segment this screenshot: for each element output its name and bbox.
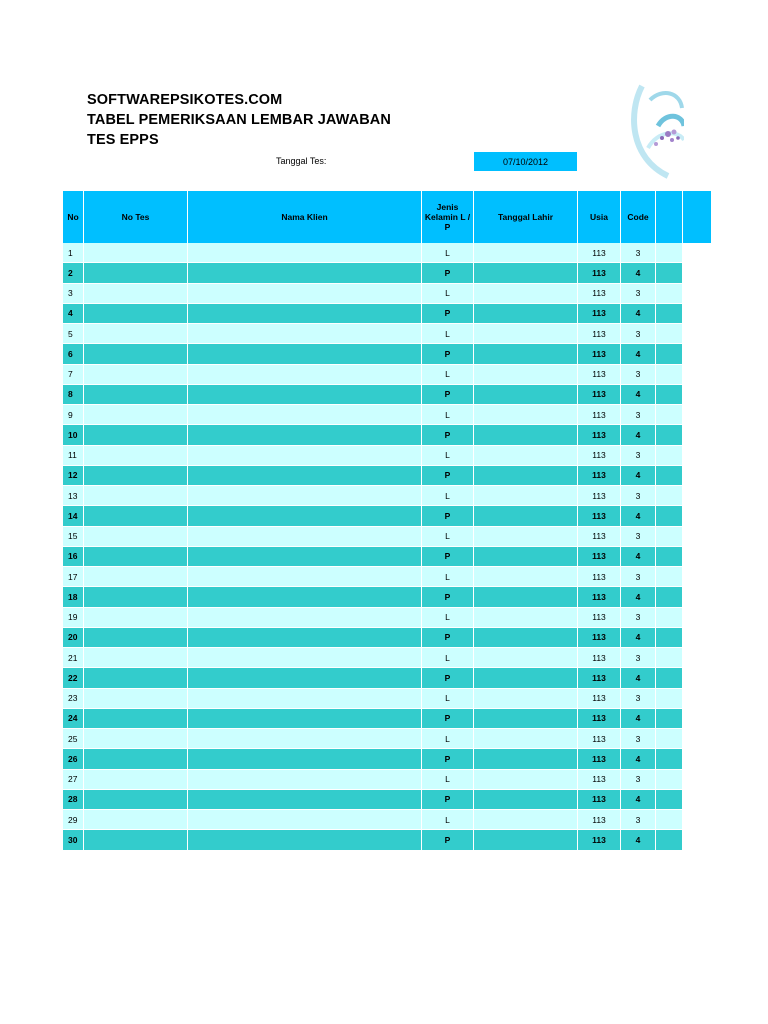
cell-jenis-kelamin[interactable]: L — [422, 567, 474, 587]
table-row — [63, 385, 683, 405]
cell-tanggal-lahir[interactable] — [474, 506, 578, 526]
cell-tanggal-lahir[interactable] — [474, 486, 578, 506]
cell-tanggal-lahir[interactable] — [474, 628, 578, 648]
cell-extra[interactable] — [656, 810, 683, 830]
cell-usia[interactable]: 113 — [578, 689, 621, 709]
cell-no[interactable]: 30 — [63, 830, 84, 850]
cell-tanggal-lahir[interactable] — [474, 749, 578, 769]
cell-no-tes[interactable] — [84, 506, 188, 526]
cell-no[interactable]: 1 — [63, 243, 84, 263]
cell-usia[interactable]: 113 — [578, 284, 621, 304]
cell-extra[interactable] — [656, 689, 683, 709]
cell-jenis-kelamin[interactable]: L — [422, 810, 474, 830]
table-row — [63, 790, 683, 810]
cell-jenis-kelamin[interactable]: P — [422, 466, 474, 486]
col-no-tes: No Tes — [84, 191, 188, 243]
cell-jenis-kelamin[interactable]: L — [422, 365, 474, 385]
cell-jenis-kelamin[interactable]: L — [422, 324, 474, 344]
cell-tanggal-lahir[interactable] — [474, 648, 578, 668]
cell-tanggal-lahir[interactable] — [474, 587, 578, 607]
cell-code[interactable]: 4 — [621, 506, 656, 526]
cell-no-tes[interactable] — [84, 830, 188, 850]
cell-nama-klien[interactable] — [188, 749, 422, 769]
cell-tanggal-lahir[interactable] — [474, 446, 578, 466]
col-usia: Usia — [578, 191, 621, 243]
cell-no-tes[interactable] — [84, 547, 188, 567]
cell-tanggal-lahir[interactable] — [474, 385, 578, 405]
cell-no-tes[interactable] — [84, 446, 188, 466]
tanggal-tes-label: Tanggal Tes: — [276, 156, 327, 166]
cell-nama-klien[interactable] — [188, 486, 422, 506]
cell-nama-klien[interactable] — [188, 547, 422, 567]
cell-nama-klien[interactable] — [188, 405, 422, 425]
cell-nama-klien[interactable] — [188, 628, 422, 648]
cell-no[interactable]: 16 — [63, 547, 84, 567]
cell-usia[interactable]: 113 — [578, 446, 621, 466]
title-block — [87, 90, 391, 150]
cell-code[interactable]: 4 — [621, 547, 656, 567]
cell-no[interactable]: 4 — [63, 304, 84, 324]
cell-extra[interactable] — [656, 608, 683, 628]
cell-no[interactable]: 3 — [63, 284, 84, 304]
cell-tanggal-lahir[interactable] — [474, 243, 578, 263]
cell-code[interactable]: 4 — [621, 587, 656, 607]
cell-no-tes[interactable] — [84, 527, 188, 547]
cell-code[interactable]: 4 — [621, 304, 656, 324]
cell-extra[interactable] — [656, 648, 683, 668]
cell-extra[interactable] — [656, 304, 683, 324]
table-row — [63, 830, 683, 850]
cell-jenis-kelamin[interactable]: P — [422, 790, 474, 810]
cell-extra[interactable] — [656, 709, 683, 729]
cell-no[interactable]: 18 — [63, 587, 84, 607]
cell-nama-klien[interactable] — [188, 243, 422, 263]
cell-extra[interactable] — [656, 587, 683, 607]
cell-code[interactable]: 3 — [621, 608, 656, 628]
cell-no-tes[interactable] — [84, 466, 188, 486]
cell-extra[interactable] — [656, 830, 683, 850]
cell-extra[interactable] — [656, 547, 683, 567]
cell-nama-klien[interactable] — [188, 587, 422, 607]
cell-no-tes[interactable] — [84, 365, 188, 385]
cell-code[interactable]: 4 — [621, 425, 656, 445]
cell-usia[interactable]: 113 — [578, 729, 621, 749]
cell-jenis-kelamin[interactable]: L — [422, 405, 474, 425]
cell-usia[interactable]: 113 — [578, 608, 621, 628]
col-code: Code — [621, 191, 656, 243]
cell-no[interactable]: 25 — [63, 729, 84, 749]
cell-extra[interactable] — [656, 506, 683, 526]
table-row — [63, 365, 683, 385]
cell-jenis-kelamin[interactable]: L — [422, 284, 474, 304]
cell-extra[interactable] — [656, 729, 683, 749]
cell-usia[interactable]: 113 — [578, 668, 621, 688]
cell-jenis-kelamin[interactable]: L — [422, 527, 474, 547]
cell-usia[interactable]: 113 — [578, 648, 621, 668]
cell-usia[interactable]: 113 — [578, 790, 621, 810]
cell-jenis-kelamin[interactable]: P — [422, 628, 474, 648]
cell-nama-klien[interactable] — [188, 466, 422, 486]
cell-tanggal-lahir[interactable] — [474, 466, 578, 486]
cell-nama-klien[interactable] — [188, 365, 422, 385]
table-row — [63, 527, 683, 547]
cell-nama-klien[interactable] — [188, 709, 422, 729]
cell-no[interactable]: 6 — [63, 344, 84, 364]
cell-nama-klien[interactable] — [188, 385, 422, 405]
cell-code[interactable]: 3 — [621, 527, 656, 547]
cell-usia[interactable]: 113 — [578, 425, 621, 445]
cell-jenis-kelamin[interactable]: P — [422, 668, 474, 688]
cell-nama-klien[interactable] — [188, 689, 422, 709]
col-nama-klien: Nama Klien — [188, 191, 422, 243]
cell-usia[interactable]: 113 — [578, 567, 621, 587]
cell-jenis-kelamin[interactable]: P — [422, 506, 474, 526]
col-jenis-kelamin: Jenis Kelamin L / P — [422, 191, 474, 243]
cell-no-tes[interactable] — [84, 405, 188, 425]
cell-usia[interactable]: 113 — [578, 709, 621, 729]
col-no: No — [63, 191, 84, 243]
cell-extra[interactable] — [656, 425, 683, 445]
table-row — [63, 668, 683, 688]
cell-no[interactable]: 27 — [63, 770, 84, 790]
cell-usia[interactable]: 113 — [578, 810, 621, 830]
table-row — [63, 567, 683, 587]
cell-extra[interactable] — [656, 567, 683, 587]
cell-nama-klien[interactable] — [188, 608, 422, 628]
cell-extra[interactable] — [656, 446, 683, 466]
cell-nama-klien[interactable] — [188, 446, 422, 466]
cell-no-tes[interactable] — [84, 486, 188, 506]
cell-no-tes[interactable] — [84, 284, 188, 304]
table-row — [63, 608, 683, 628]
cell-extra[interactable] — [656, 243, 683, 263]
cell-code[interactable]: 3 — [621, 324, 656, 344]
col-tanggal-lahir: Tanggal Lahir — [474, 191, 578, 243]
cell-extra[interactable] — [656, 284, 683, 304]
table-row — [63, 425, 683, 445]
table-row — [63, 344, 683, 364]
cell-code[interactable]: 4 — [621, 830, 656, 850]
tanggal-tes-value[interactable]: 07/10/2012 — [474, 152, 577, 171]
cell-extra[interactable] — [656, 668, 683, 688]
cell-no-tes[interactable] — [84, 567, 188, 587]
table-row — [63, 284, 683, 304]
cell-no-tes[interactable] — [84, 668, 188, 688]
cell-jenis-kelamin[interactable]: P — [422, 709, 474, 729]
cell-nama-klien[interactable] — [188, 668, 422, 688]
cell-no[interactable]: 7 — [63, 365, 84, 385]
cell-tanggal-lahir[interactable] — [474, 547, 578, 567]
cell-usia[interactable]: 113 — [578, 628, 621, 648]
cell-usia[interactable]: 113 — [578, 547, 621, 567]
cell-jenis-kelamin[interactable]: L — [422, 648, 474, 668]
cell-jenis-kelamin[interactable]: L — [422, 486, 474, 506]
cell-extra[interactable] — [656, 405, 683, 425]
cell-no-tes[interactable] — [84, 689, 188, 709]
cell-no[interactable]: 26 — [63, 749, 84, 769]
cell-code[interactable]: 3 — [621, 810, 656, 830]
table-row — [63, 628, 683, 648]
cell-no[interactable]: 21 — [63, 648, 84, 668]
cell-tanggal-lahir[interactable] — [474, 770, 578, 790]
cell-usia[interactable]: 113 — [578, 405, 621, 425]
cell-tanggal-lahir[interactable] — [474, 729, 578, 749]
cell-no[interactable]: 17 — [63, 567, 84, 587]
cell-no-tes[interactable] — [84, 749, 188, 769]
cell-tanggal-lahir[interactable] — [474, 324, 578, 344]
cell-usia[interactable]: 113 — [578, 385, 621, 405]
cell-nama-klien[interactable] — [188, 425, 422, 445]
table-body — [63, 243, 683, 851]
cell-tanggal-lahir[interactable] — [474, 790, 578, 810]
cell-usia[interactable]: 113 — [578, 770, 621, 790]
cell-nama-klien[interactable] — [188, 506, 422, 526]
table-row — [63, 749, 683, 769]
cell-tanggal-lahir[interactable] — [474, 608, 578, 628]
table-row — [63, 243, 683, 263]
cell-code[interactable]: 3 — [621, 567, 656, 587]
cell-code[interactable]: 4 — [621, 709, 656, 729]
table-row — [63, 770, 683, 790]
cell-nama-klien[interactable] — [188, 830, 422, 850]
cell-no-tes[interactable] — [84, 790, 188, 810]
cell-code[interactable]: 3 — [621, 689, 656, 709]
cell-no-tes[interactable] — [84, 425, 188, 445]
cell-code[interactable]: 3 — [621, 405, 656, 425]
cell-code[interactable]: 3 — [621, 243, 656, 263]
cell-no[interactable]: 24 — [63, 709, 84, 729]
cell-code[interactable]: 3 — [621, 729, 656, 749]
cell-jenis-kelamin[interactable]: P — [422, 344, 474, 364]
table-row — [63, 304, 683, 324]
cell-extra[interactable] — [656, 790, 683, 810]
cell-no[interactable]: 20 — [63, 628, 84, 648]
cell-extra[interactable] — [656, 385, 683, 405]
cell-usia[interactable]: 113 — [578, 506, 621, 526]
cell-jenis-kelamin[interactable]: P — [422, 547, 474, 567]
cell-jenis-kelamin[interactable]: L — [422, 770, 474, 790]
table-row — [63, 486, 683, 506]
cell-jenis-kelamin[interactable]: P — [422, 425, 474, 445]
table-row — [63, 324, 683, 344]
cell-code[interactable]: 4 — [621, 628, 656, 648]
cell-code[interactable]: 4 — [621, 790, 656, 810]
cell-no[interactable]: 29 — [63, 810, 84, 830]
cell-usia[interactable]: 113 — [578, 466, 621, 486]
answer-table — [63, 191, 683, 851]
table-header — [63, 191, 683, 243]
cell-tanggal-lahir[interactable] — [474, 344, 578, 364]
cell-no[interactable]: 11 — [63, 446, 84, 466]
cell-no[interactable]: 5 — [63, 324, 84, 344]
cell-no[interactable]: 19 — [63, 608, 84, 628]
cell-nama-klien[interactable] — [188, 263, 422, 283]
cell-extra[interactable] — [656, 486, 683, 506]
cell-code[interactable]: 4 — [621, 385, 656, 405]
cell-tanggal-lahir[interactable] — [474, 263, 578, 283]
cell-usia[interactable]: 113 — [578, 587, 621, 607]
cell-tanggal-lahir[interactable] — [474, 689, 578, 709]
table-row — [63, 709, 683, 729]
table-row — [63, 689, 683, 709]
cell-jenis-kelamin[interactable]: L — [422, 243, 474, 263]
cell-extra[interactable] — [656, 344, 683, 364]
cell-no[interactable]: 22 — [63, 668, 84, 688]
cell-nama-klien[interactable] — [188, 790, 422, 810]
cell-nama-klien[interactable] — [188, 324, 422, 344]
cell-jenis-kelamin[interactable]: P — [422, 830, 474, 850]
cell-no-tes[interactable] — [84, 344, 188, 364]
cell-code[interactable]: 4 — [621, 263, 656, 283]
cell-nama-klien[interactable] — [188, 527, 422, 547]
col-extra — [656, 191, 683, 243]
cell-nama-klien[interactable] — [188, 284, 422, 304]
cell-extra[interactable] — [656, 749, 683, 769]
cell-no-tes[interactable] — [84, 324, 188, 344]
cell-no-tes[interactable] — [84, 628, 188, 648]
cell-jenis-kelamin[interactable]: P — [422, 304, 474, 324]
sheet-title: TABEL PEMERIKSAAN LEMBAR JAWABAN — [87, 112, 391, 128]
cell-extra[interactable] — [656, 527, 683, 547]
cell-extra[interactable] — [656, 263, 683, 283]
cell-usia[interactable]: 113 — [578, 304, 621, 324]
site-name: SOFTWAREPSIKOTES.COM — [87, 92, 283, 108]
table-row — [63, 810, 683, 830]
cell-tanggal-lahir[interactable] — [474, 527, 578, 547]
cell-code[interactable]: 4 — [621, 668, 656, 688]
cell-usia[interactable]: 113 — [578, 749, 621, 769]
table-row — [63, 446, 683, 466]
cell-no-tes[interactable] — [84, 263, 188, 283]
cell-no[interactable]: 8 — [63, 385, 84, 405]
cell-jenis-kelamin[interactable]: P — [422, 749, 474, 769]
cell-tanggal-lahir[interactable] — [474, 365, 578, 385]
cell-code[interactable]: 4 — [621, 344, 656, 364]
cell-nama-klien[interactable] — [188, 648, 422, 668]
cell-usia[interactable]: 113 — [578, 365, 621, 385]
cell-usia[interactable]: 113 — [578, 527, 621, 547]
cell-no-tes[interactable] — [84, 385, 188, 405]
cell-no-tes[interactable] — [84, 304, 188, 324]
cell-nama-klien[interactable] — [188, 344, 422, 364]
cell-jenis-kelamin[interactable]: L — [422, 729, 474, 749]
cell-code[interactable]: 3 — [621, 486, 656, 506]
cell-tanggal-lahir[interactable] — [474, 405, 578, 425]
cell-no[interactable]: 13 — [63, 486, 84, 506]
cell-jenis-kelamin[interactable]: L — [422, 689, 474, 709]
cell-no[interactable]: 23 — [63, 689, 84, 709]
cell-tanggal-lahir[interactable] — [474, 304, 578, 324]
cell-usia[interactable]: 113 — [578, 324, 621, 344]
cell-tanggal-lahir[interactable] — [474, 810, 578, 830]
cell-code[interactable]: 3 — [621, 648, 656, 668]
cell-tanggal-lahir[interactable] — [474, 668, 578, 688]
cell-no-tes[interactable] — [84, 243, 188, 263]
cell-no[interactable]: 10 — [63, 425, 84, 445]
cell-tanggal-lahir[interactable] — [474, 709, 578, 729]
cell-jenis-kelamin[interactable]: P — [422, 587, 474, 607]
cell-nama-klien[interactable] — [188, 770, 422, 790]
cell-no[interactable]: 12 — [63, 466, 84, 486]
cell-code[interactable]: 3 — [621, 770, 656, 790]
table-row — [63, 547, 683, 567]
cell-tanggal-lahir[interactable] — [474, 830, 578, 850]
table-row — [63, 466, 683, 486]
cell-extra[interactable] — [656, 770, 683, 790]
table-row — [63, 506, 683, 526]
cell-no[interactable]: 9 — [63, 405, 84, 425]
logo-icon — [628, 78, 684, 184]
cell-no-tes[interactable] — [84, 810, 188, 830]
table-row — [63, 648, 683, 668]
cell-no-tes[interactable] — [84, 729, 188, 749]
test-name: TES EPPS — [87, 132, 159, 148]
cell-extra[interactable] — [656, 365, 683, 385]
cell-no-tes[interactable] — [84, 709, 188, 729]
cell-no[interactable]: 14 — [63, 506, 84, 526]
cell-tanggal-lahir[interactable] — [474, 284, 578, 304]
cell-code[interactable]: 4 — [621, 749, 656, 769]
table-row — [63, 405, 683, 425]
table-row — [63, 263, 683, 283]
cell-jenis-kelamin[interactable]: P — [422, 263, 474, 283]
cell-no-tes[interactable] — [84, 587, 188, 607]
cell-nama-klien[interactable] — [188, 304, 422, 324]
table-row — [63, 587, 683, 607]
cell-no[interactable]: 15 — [63, 527, 84, 547]
cell-code[interactable]: 3 — [621, 365, 656, 385]
cell-no-tes[interactable] — [84, 770, 188, 790]
table-row — [63, 729, 683, 749]
cell-no-tes[interactable] — [84, 648, 188, 668]
cell-no-tes[interactable] — [84, 608, 188, 628]
cell-code[interactable]: 3 — [621, 284, 656, 304]
cell-nama-klien[interactable] — [188, 729, 422, 749]
cell-extra[interactable] — [656, 324, 683, 344]
cell-jenis-kelamin[interactable]: P — [422, 385, 474, 405]
cell-extra[interactable] — [656, 628, 683, 648]
cell-jenis-kelamin[interactable]: L — [422, 446, 474, 466]
cell-nama-klien[interactable] — [188, 810, 422, 830]
cell-usia[interactable]: 113 — [578, 344, 621, 364]
cell-usia[interactable]: 113 — [578, 243, 621, 263]
cell-no[interactable]: 2 — [63, 263, 84, 283]
cell-extra[interactable] — [656, 466, 683, 486]
cell-jenis-kelamin[interactable]: L — [422, 608, 474, 628]
cell-usia[interactable]: 113 — [578, 830, 621, 850]
cell-tanggal-lahir[interactable] — [474, 425, 578, 445]
cell-usia[interactable]: 113 — [578, 263, 621, 283]
cell-code[interactable]: 3 — [621, 446, 656, 466]
cell-nama-klien[interactable] — [188, 567, 422, 587]
cell-usia[interactable]: 113 — [578, 486, 621, 506]
cell-tanggal-lahir[interactable] — [474, 567, 578, 587]
cell-code[interactable]: 4 — [621, 466, 656, 486]
cell-no[interactable]: 28 — [63, 790, 84, 810]
